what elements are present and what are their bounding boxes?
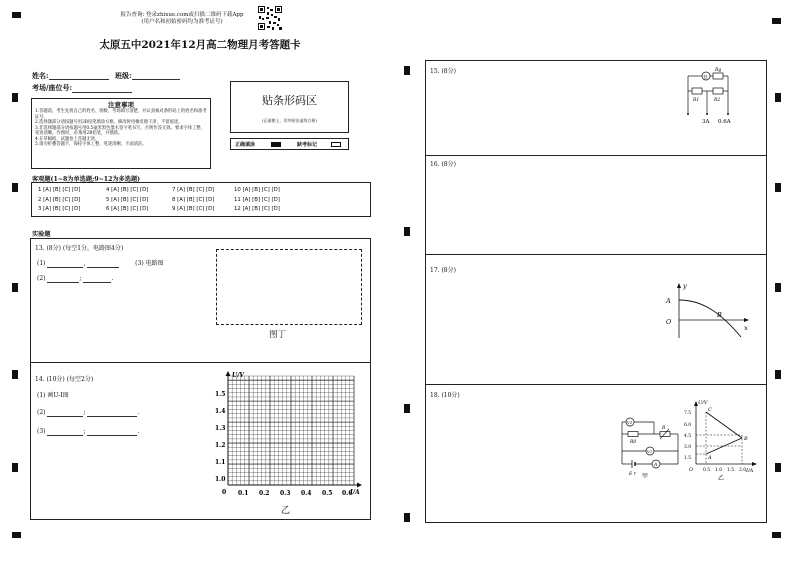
timing-mark (772, 532, 781, 538)
timing-mark (12, 370, 18, 379)
timing-mark (775, 93, 781, 102)
choice-row[interactable]: 11 [A] [B] [C] [D] (234, 196, 280, 203)
q14-blank3-label: (3) (37, 428, 46, 435)
q13-answer-field[interactable] (47, 267, 83, 268)
graph18-x-tick: 2.0 (739, 468, 747, 473)
q17-header: 17. (8分) (430, 267, 456, 274)
graph18-x-tick: 1.5 (727, 468, 735, 473)
label-06a: 0.6A (718, 119, 731, 125)
graph14-x-tick: 0.1 (238, 490, 249, 497)
graph17-o-label: O (666, 318, 672, 326)
ammeter-label: A (654, 463, 658, 468)
barcode-area (230, 81, 349, 133)
student-info (32, 71, 180, 93)
objective-box (31, 182, 371, 217)
choice-row[interactable]: 10 [A] [B] [C] [D] (234, 187, 280, 193)
choice-row[interactable]: 12 [A] [B] [C] [D] (234, 206, 280, 212)
timing-mark (775, 463, 781, 472)
graph14-x-tick: 0.4 (301, 490, 312, 497)
timing-mark (404, 513, 410, 522)
timing-mark (404, 66, 410, 75)
fill-label: 正确填涂 (235, 142, 256, 148)
r-label: R (662, 426, 666, 431)
graph18-y-tick: 3.0 (684, 445, 692, 450)
seat-field[interactable] (72, 92, 132, 93)
barcode-hint: (正面朝上，切勿贴出虚线方框) (261, 118, 318, 123)
timing-mark (775, 283, 781, 292)
timing-mark (775, 370, 781, 379)
graph14-x-tick: 0.2 (259, 490, 270, 497)
q15-header: 15. (8分) (430, 68, 456, 75)
q14-answer-field[interactable] (47, 416, 83, 417)
q14-answer-field[interactable] (87, 416, 137, 417)
page-title: 太原五中2021年12月高二物理月考答题卡 (99, 39, 301, 51)
graph14-y-tick: 1.2 (215, 442, 226, 449)
choice-row[interactable]: 8 [A] [B] [C] [D] (172, 196, 215, 203)
experiment-title: 实验题 (32, 231, 51, 238)
graph17-a-label: A (666, 297, 671, 305)
q13-blank1-label: (1) (37, 260, 46, 267)
q16-header: 16. (8分) (430, 161, 456, 168)
graph18-c-label: C (708, 407, 712, 413)
class-field[interactable] (132, 79, 180, 80)
q14-blank2-label: (2) (37, 409, 46, 416)
q18-circuit-diagram (618, 410, 686, 480)
q18-header: 18. (10分) (430, 392, 460, 399)
choice-row[interactable]: 6 [A] [B] [C] [D] (106, 206, 149, 212)
qr-code-icon (257, 5, 283, 31)
notes-item: 2.选择题部分请按题号用2B铅笔填涂方框，修改时用橡皮擦干净，不留痕迹。 (35, 120, 183, 126)
barcode-title: 贴条形码区 (262, 94, 317, 107)
filled-box-icon (271, 142, 281, 147)
notes-item: 4.在草稿纸、试题卷上答题无效。 (35, 136, 100, 142)
r0-label: R0 (630, 440, 637, 445)
graph18-a-label: A (708, 455, 712, 461)
graph18-u-label: U/V (698, 400, 708, 406)
graph14-x-tick: 0.3 (280, 490, 291, 497)
q13-figure-label: 图丁 (269, 330, 287, 340)
battery-label: E r (629, 472, 636, 477)
label-3a: 3A (702, 119, 710, 125)
q13-answer-field[interactable] (87, 267, 119, 268)
timing-mark (404, 404, 410, 413)
q14-figure-label: 乙 (281, 506, 291, 516)
v1-meter-label: V1 (627, 420, 633, 425)
choice-row[interactable]: 5 [A] [B] [C] [D] (106, 196, 149, 203)
name-label: 姓名: (32, 71, 49, 80)
timing-mark (12, 283, 18, 292)
objective-title: 客观题(1~8为单选题;9~12为多选题) (32, 176, 141, 183)
graph18-b-label: B (744, 436, 748, 442)
q18-figure-left-label: 甲 (642, 473, 649, 480)
graph14-y-tick: 1.1 (215, 459, 226, 466)
choice-row[interactable]: 7 [A] [B] [C] [D] (172, 187, 215, 193)
q13-blank2-label: (2) (37, 275, 46, 282)
r2-label: R2 (714, 98, 721, 103)
choice-row[interactable]: 4 [A] [B] [C] [D] (106, 187, 149, 193)
q14-box: 14. (10分) (每空2分) (1) 画U-I图 (2) ; . (3) ; . 乙 (30, 363, 371, 520)
q15-circuit-diagram (680, 63, 732, 127)
graph14-x-label: I/A (350, 489, 360, 496)
timing-mark (404, 227, 410, 236)
fill-legend (230, 138, 349, 150)
q13-answer-field[interactable] (83, 282, 111, 283)
q17-motion-graph (662, 280, 752, 342)
timing-mark (12, 93, 18, 102)
choice-row[interactable]: 3 [A] [B] [C] [D] (38, 206, 81, 212)
q13-header: 13. (8分) (每空1分，电路图4分) (35, 245, 124, 252)
name-field[interactable] (49, 79, 109, 80)
timing-mark (12, 183, 18, 192)
graph18-y-tick: 1.5 (684, 456, 692, 461)
circuit-drawing-area[interactable] (216, 249, 362, 325)
graph18-x-tick: 1.0 (715, 468, 723, 473)
graph18-line-cb (706, 412, 742, 438)
q14-answer-field[interactable] (47, 435, 83, 436)
graph14-x-tick: 0.5 (322, 490, 333, 497)
timing-mark (775, 183, 781, 192)
graph18-y-tick: 7.5 (684, 411, 692, 416)
choice-row[interactable]: 9 [A] [B] [C] [D] (172, 206, 215, 212)
q14-blank1-label: (1) 画U-I图 (37, 392, 69, 399)
report-notice-line1: 报告查询: 登录zhixue.com或扫描二维码下载App (120, 12, 244, 18)
graph18-figure-label: 乙 (718, 475, 725, 482)
graph14-y-label: U/V (232, 372, 245, 379)
q13-box: 13. (8分) (每空1分，电路图4分) (1) , (3) 电路图 (2) ; . 图丁 (30, 238, 371, 363)
q13-answer-field[interactable] (47, 282, 79, 283)
v2-meter-label: V2 (647, 449, 653, 454)
graph18-y-tick: 6.0 (684, 423, 692, 428)
graph14-x-tick: 0.6 (342, 490, 353, 497)
absent-mark-box[interactable] (331, 142, 341, 147)
rg-label: Rg (715, 68, 722, 73)
timing-mark (12, 12, 21, 18)
notes-box (31, 98, 211, 169)
graph17-y-label: y (683, 282, 687, 290)
notes-item: 1.答题前，考生先将自己的姓名、班级、考场填写清楚，并认真核对条形码上的姓名和准考证号。 (35, 109, 207, 120)
graph18-o-label: O (689, 467, 694, 473)
report-notice (112, 12, 252, 27)
timing-mark (772, 18, 781, 24)
seat-label: 考场/座位号: (32, 83, 73, 93)
q13-blank3-label: (3) 电路图 (135, 260, 164, 267)
graph18-x-tick: 0.5 (703, 468, 711, 473)
report-notice-line2: (用户名和初始密码均为准考证号) (141, 19, 223, 26)
q14-header: 14. (10分) (每空2分) (35, 376, 94, 383)
absent-label: 缺考标记 (297, 142, 318, 148)
graph14-y-tick: 1.3 (215, 425, 226, 432)
notes-item: 3.非选择题部分请按题号用0.5毫米黑色墨水签字笔书写，否则作答无效。要求字体工整、笔迹清晰。作图时，必须用2B铅笔，并描浓。 (35, 125, 205, 137)
notes-item: 5.请勿折叠答题卡，保持字体工整、笔迹清晰、卡面清洁。 (35, 142, 147, 148)
timing-mark (12, 463, 18, 472)
ui-graph-paper[interactable] (213, 368, 363, 500)
graph17-curve (679, 300, 741, 337)
q14-answer-field[interactable] (87, 435, 137, 436)
graph14-y-tick: 1.4 (215, 408, 226, 415)
graph14-origin: 0 (222, 489, 227, 496)
notes-title: 注意事项 (108, 101, 134, 109)
timing-mark (12, 532, 21, 538)
graph14-y-tick: 1.5 (215, 391, 226, 398)
graph14-y-tick: 1.0 (215, 476, 226, 483)
r1-label: R1 (693, 98, 700, 103)
graph17-b-label: B (717, 311, 722, 319)
graph18-i-label: I/A (746, 468, 754, 474)
graph18-y-tick: 4.5 (684, 434, 692, 439)
graph17-x-label: x (744, 324, 748, 332)
choice-row[interactable]: 2 [A] [B] [C] [D] (38, 196, 81, 203)
q18-ui-graph (684, 398, 760, 482)
galvanometer-label: G (703, 74, 708, 81)
class-label: 班级: (115, 71, 132, 80)
choice-row[interactable]: 1 [A] [B] [C] [D] (38, 187, 81, 193)
